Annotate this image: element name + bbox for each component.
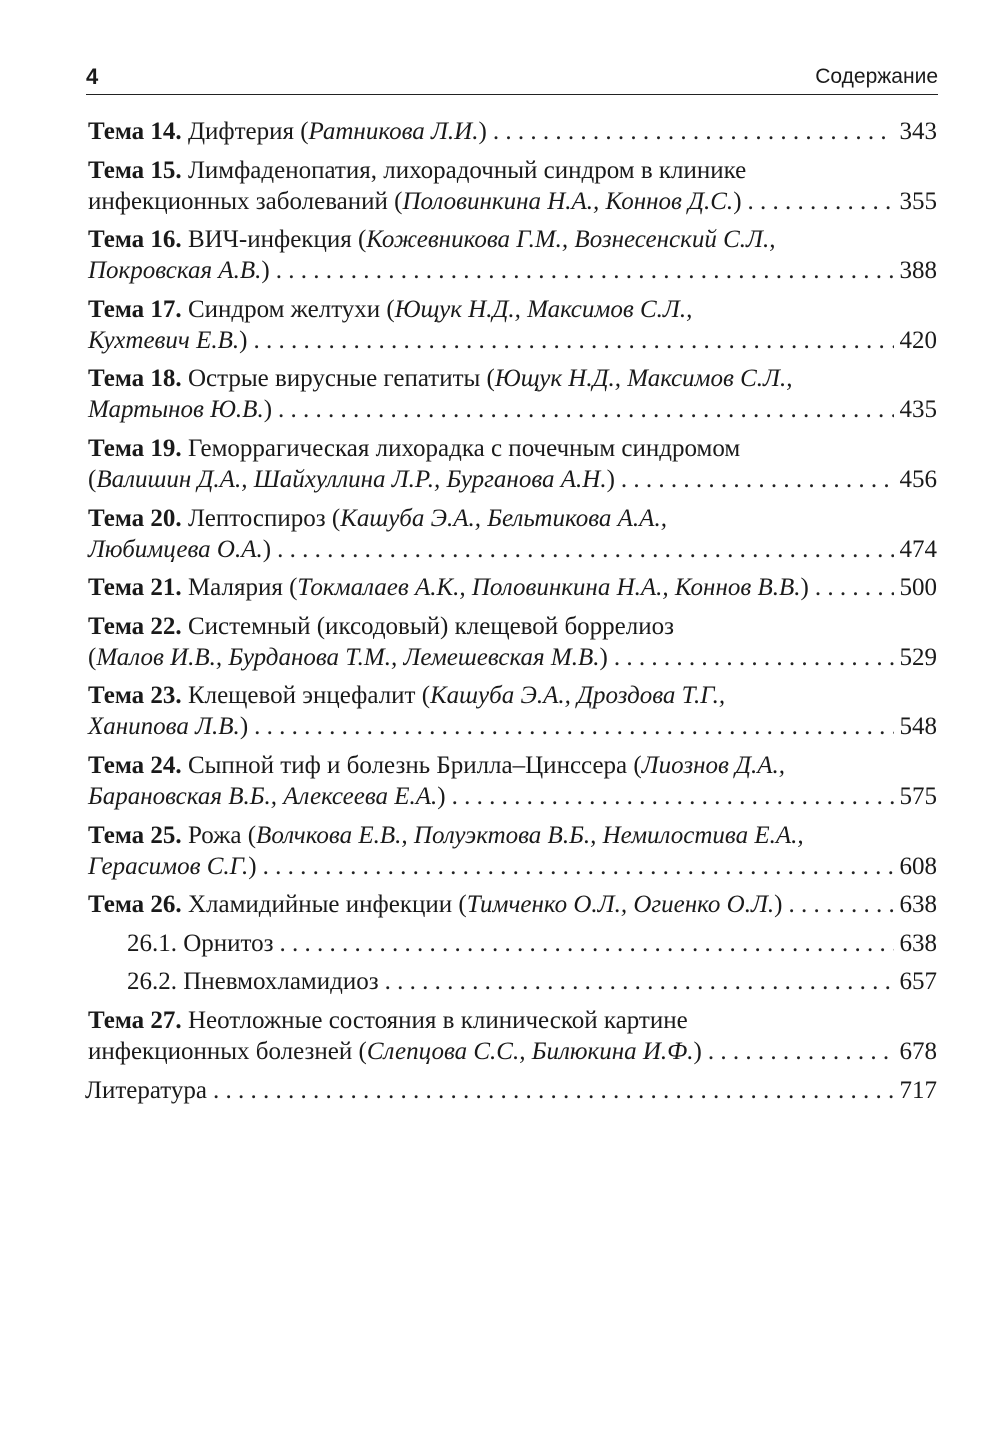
entry-title-group	[88, 325, 247, 356]
entry-label: Тема 25.	[88, 821, 182, 849]
entry-authors: Ющук Н.Д., Максимов С.Л.,	[394, 295, 693, 323]
entry-title: ВИЧ-инфекция (	[187, 226, 367, 254]
entry-title: Дифтерия (	[187, 118, 309, 145]
toc-entry-line	[88, 889, 937, 920]
entry-authors: Кашуба Э.А., Дроздова Т.Г.,	[430, 682, 726, 710]
entry-authors: Ханипова Л.В.	[88, 713, 240, 741]
entry-title: Синдром желтухи (	[187, 295, 395, 323]
entry-title: Лептоспироз (	[187, 504, 341, 532]
toc-entry-line	[88, 928, 937, 959]
toc-entry-line	[88, 363, 937, 394]
entry-close: )	[774, 891, 783, 919]
toc-entry-line	[85, 1075, 937, 1106]
entry-title: Острые вирусные гепатиты (	[187, 365, 495, 393]
entry-page: 678	[899, 1037, 937, 1065]
subentry-title: 26.2. Пневмохламидиоз	[127, 968, 379, 996]
toc-entry-16[interactable]	[88, 224, 937, 286]
toc-entry-19[interactable]	[88, 433, 937, 495]
entry-title-cont: (	[88, 465, 97, 493]
entry-page: 575	[899, 782, 937, 810]
entry-authors: Малов И.В., Бурданова Т.М., Лемешевская М.В.	[96, 643, 600, 671]
entry-close: )	[239, 713, 249, 741]
entry-authors: Любимцева О.А.	[88, 535, 263, 563]
entry-title: Хламидийные инфекции (	[187, 891, 467, 919]
toc-entry-line	[88, 186, 937, 217]
entry-authors: Ющук Н.Д., Максимов С.Л.,	[494, 365, 793, 393]
entry-label: Тема 21.	[88, 574, 182, 602]
entry-authors: Слепцова С.С., Билюкина И.Ф.	[366, 1037, 694, 1065]
entry-title: Клещевой энцефалит (	[187, 682, 431, 710]
entry-authors: Покровская А.В.	[88, 257, 262, 285]
entry-label: Тема 18.	[88, 365, 182, 393]
page-number: 4	[86, 64, 99, 89]
entry-page: 548	[899, 713, 937, 741]
entry-title: Геморрагическая лихорадка с почечным синдромом	[187, 434, 741, 462]
dot-leader	[385, 966, 894, 997]
toc-entry-line	[88, 503, 937, 534]
entry-title-group	[88, 394, 272, 425]
entry-page: 500	[899, 574, 937, 602]
toc-entry-line	[88, 1036, 937, 1067]
entry-close: )	[733, 187, 742, 215]
toc-entry-14[interactable]	[88, 116, 937, 147]
dot-leader	[280, 928, 894, 959]
dot-leader	[277, 534, 893, 565]
entry-title-cont: инфекционных заболеваний (	[88, 187, 403, 215]
entry-title-group	[88, 711, 248, 742]
toc-entry-22[interactable]	[88, 611, 937, 673]
entry-authors: Барановская В.Б., Алексеева Е.А.	[88, 782, 438, 810]
entry-title: Неотложные состояния в клинической картине	[187, 1006, 688, 1034]
dot-leader	[452, 781, 894, 812]
entry-close: )	[248, 852, 257, 880]
entry-label: Тема 27.	[88, 1006, 182, 1034]
dot-leader	[788, 889, 893, 920]
entry-close: )	[800, 574, 809, 602]
entry-title-group	[88, 572, 809, 603]
entry-title: Рожа (	[187, 821, 257, 849]
entry-close: )	[606, 465, 615, 493]
toc-entry-23[interactable]	[88, 680, 937, 742]
entry-title: Сыпной тиф и болезнь Брилла–Цинссера (	[187, 751, 642, 779]
toc-entry-line	[88, 325, 937, 356]
entry-page: 608	[899, 852, 937, 880]
toc-entry-line	[88, 1005, 937, 1036]
entry-title-group	[88, 186, 742, 217]
entry-authors: Валишин Д.А., Шайхуллина Л.Р., Бурганова А.Н.	[96, 465, 607, 493]
dot-leader	[213, 1075, 894, 1106]
entry-authors: Кухтевич Е.В.	[88, 326, 240, 354]
dot-leader	[614, 642, 894, 673]
dot-leader	[278, 394, 893, 425]
entry-close: )	[263, 396, 273, 424]
entry-title-group	[88, 889, 782, 920]
dot-leader	[815, 572, 894, 603]
toc-entry-line	[88, 116, 937, 147]
entry-label: Тема 16.	[88, 226, 182, 254]
page-header	[86, 62, 938, 95]
entry-label: Тема 14.	[88, 118, 182, 145]
entry-label: Тема 20.	[88, 504, 182, 532]
entry-close: )	[239, 326, 248, 354]
toc-entry-20[interactable]	[88, 503, 937, 565]
entry-title-group	[88, 781, 446, 812]
subentry-title: 26.1. Орнитоз	[127, 929, 274, 957]
entry-close: )	[599, 643, 608, 671]
entry-title-cont: (	[88, 643, 97, 671]
entry-authors: Ратникова Л.И.	[308, 118, 479, 145]
toc-entry-line	[88, 255, 937, 286]
entry-close: )	[693, 1037, 702, 1065]
entry-page: 456	[899, 465, 937, 493]
toc-entry-21[interactable]	[88, 572, 937, 603]
entry-page: 474	[899, 535, 937, 563]
entry-title-group	[88, 255, 270, 286]
entry-page: 657	[899, 968, 937, 996]
toc-entry-15[interactable]	[88, 155, 937, 217]
toc-entry-26[interactable]	[88, 889, 937, 920]
entry-page: 355	[899, 187, 937, 215]
entry-title: Малярия (	[187, 574, 298, 602]
entry-title-group	[88, 642, 608, 673]
toc-entry-literature[interactable]	[85, 1075, 937, 1106]
toc-entry-line	[88, 851, 937, 882]
entry-page: 420	[899, 326, 937, 354]
entry-title: Лимфаденопатия, лихорадочный синдром в клинике	[187, 156, 747, 184]
entry-page: 388	[899, 257, 937, 285]
toc-entry-17[interactable]	[88, 294, 937, 356]
toc-entry-line	[88, 680, 937, 711]
dot-leader	[276, 255, 894, 286]
toc-entry-25[interactable]	[88, 820, 937, 882]
entry-authors: Кожевникова Г.М., Вознесенский С.Л.,	[366, 226, 776, 254]
toc-entry-line	[88, 750, 937, 781]
entry-close: )	[261, 257, 270, 285]
toc-entry-line	[88, 572, 937, 603]
entry-label: Тема 22.	[88, 612, 182, 640]
dot-leader	[621, 464, 894, 495]
entry-page: 343	[899, 118, 937, 145]
entry-page: 638	[899, 929, 937, 957]
entry-authors: Волчкова Е.В., Полуэктова В.Б., Немилостива Е.А.,	[256, 821, 804, 849]
entry-label: Тема 26.	[88, 891, 182, 919]
entry-title-group	[88, 851, 257, 882]
entry-authors: Мартынов Ю.В.	[88, 396, 264, 424]
entry-authors: Кашуба Э.А., Бельтикова А.А.,	[340, 504, 667, 532]
toc-entry-24[interactable]	[88, 750, 937, 812]
entry-close: )	[262, 535, 272, 563]
toc-subentry-26-2[interactable]	[88, 966, 937, 997]
dot-leader	[493, 116, 894, 147]
toc-entry-line	[88, 155, 937, 186]
entry-title-group	[88, 464, 615, 495]
dot-leader	[253, 325, 893, 356]
toc-entry-line	[88, 966, 937, 997]
toc-entry-line	[88, 294, 937, 325]
toc-entry-line	[88, 781, 937, 812]
dot-leader	[254, 711, 893, 742]
literature-title: Литература	[85, 1076, 207, 1104]
entry-authors: Тимченко О.Л., Огиенко О.Л.	[466, 891, 775, 919]
dot-leader	[263, 851, 894, 882]
entry-label: Тема 17.	[88, 295, 182, 323]
entry-page: 717	[899, 1076, 937, 1104]
entry-authors: Лиознов Д.А.,	[641, 751, 786, 779]
toc-entry-line	[88, 611, 937, 642]
toc-entry-line	[88, 464, 937, 495]
entry-title-group	[88, 534, 271, 565]
entry-page: 435	[899, 396, 937, 424]
running-head: Содержание	[815, 65, 938, 88]
entry-authors: Токмалаев А.К., Половинкина Н.А., Коннов В.В.	[297, 574, 801, 602]
toc-entry-line	[88, 394, 937, 425]
entry-page: 638	[899, 891, 937, 919]
entry-title-cont: инфекционных болезней (	[88, 1037, 367, 1065]
toc-entry-line	[88, 534, 937, 565]
entry-title-group	[88, 1036, 702, 1067]
entry-page: 529	[899, 643, 937, 671]
toc-entry-line	[88, 820, 937, 851]
toc-entry-line	[88, 642, 937, 673]
toc-subentry-26-1[interactable]	[88, 928, 937, 959]
table-of-contents	[85, 116, 937, 1113]
entry-close: )	[478, 118, 487, 145]
entry-title: Системный (иксодовый) клещевой боррелиоз	[187, 612, 674, 640]
toc-entry-line	[88, 433, 937, 464]
entry-close: )	[437, 782, 446, 810]
entry-label: Тема 23.	[88, 682, 182, 710]
entry-label: Тема 19.	[88, 434, 182, 462]
entry-authors: Половинкина Н.А., Коннов Д.С.	[402, 187, 734, 215]
dot-leader	[748, 186, 894, 217]
entry-title-group	[88, 116, 487, 147]
toc-entry-18[interactable]	[88, 363, 937, 425]
dot-leader	[708, 1036, 894, 1067]
entry-authors: Герасимов С.Г.	[88, 852, 249, 880]
entry-label: Тема 15.	[88, 156, 182, 184]
toc-entry-line	[88, 711, 937, 742]
entry-label: Тема 24.	[88, 751, 182, 779]
toc-entry-line	[88, 224, 937, 255]
toc-entry-27[interactable]	[88, 1005, 937, 1067]
